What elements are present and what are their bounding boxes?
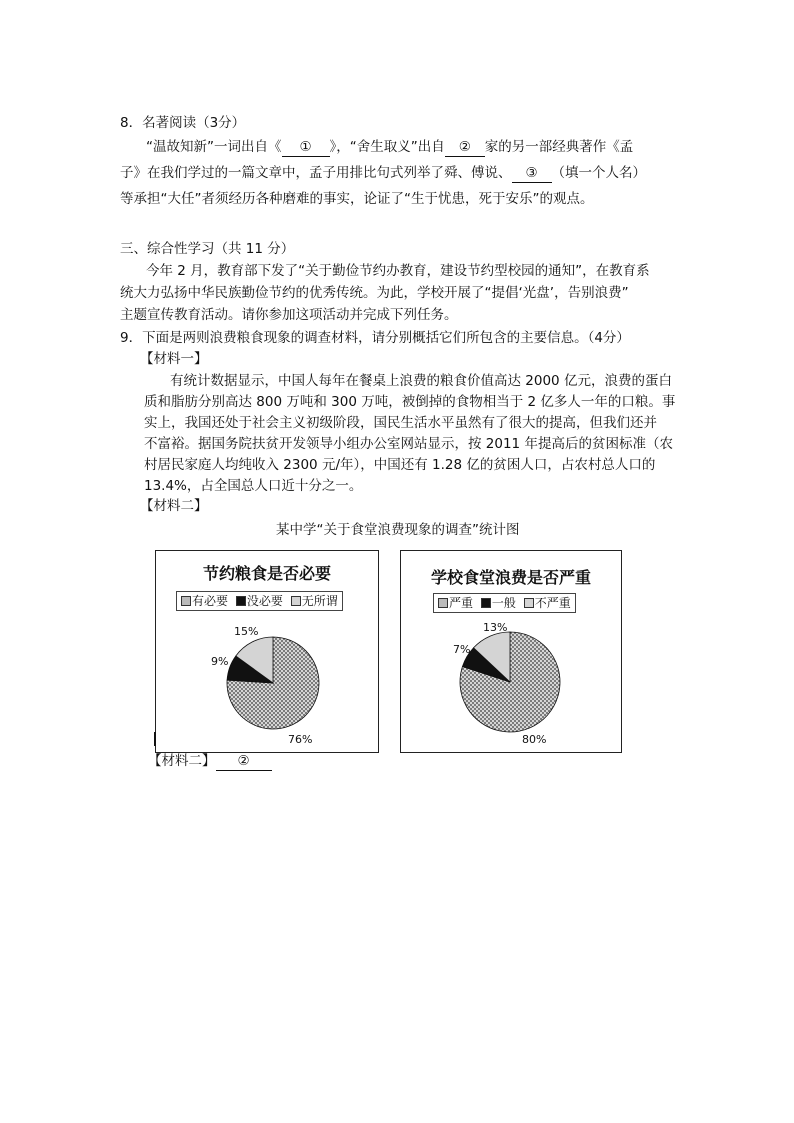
material-2-answer: [148, 752, 272, 771]
divider-mark: [154, 732, 156, 746]
q9-heading: 9．下面是两则浪费粮食现象的调查材料，请分别概括它们所包含的主要信息。（4分）: [120, 330, 630, 346]
q8-line-2: [120, 164, 646, 183]
section-3-p2: 统大力弘扬中华民族勤俭节约的优秀传统。为此，学校开展了“提倡‘光盘’，告别浪费”: [120, 285, 629, 301]
pie-chart-2: [401, 551, 621, 752]
q8-line-1-b: 》，“舍生取义”出自: [329, 139, 445, 155]
q8-heading: 8．名著阅读（3分）: [120, 115, 246, 131]
legend-item-1: 严重: [438, 596, 473, 610]
material-1-line-1: 有统计数据显示，中国人每年在餐桌上浪费的粮食价值高达 2000 亿元，浪费的蛋白: [170, 373, 672, 389]
pie-chart-1: [156, 551, 378, 752]
blank-3: ③: [512, 164, 552, 183]
pie-label-meibiyao: 9%: [211, 655, 229, 668]
section-3-p3: 主题宣传教育活动。请你参加这项活动并完成下列任务。: [120, 307, 458, 323]
q8-line-1-a: “温故知新”一词出自《: [146, 139, 282, 155]
pie-label-youbiyao: 76%: [288, 733, 313, 746]
material-2-label: 【材料二】: [140, 498, 208, 514]
material-1-label: 【材料一】: [140, 351, 208, 367]
chart-waste: [400, 550, 622, 753]
q8-line-2-a: 子》在我们学过的一篇文章中，孟子用排比句式列举了舜、傅说、: [120, 165, 512, 181]
pie-label-yanzhong: 80%: [522, 733, 547, 746]
section-3-heading: 三、综合性学习（共 11 分）: [120, 241, 295, 257]
legend-item-3: 无所谓: [291, 594, 338, 608]
pie-label-yiban: 7%: [453, 643, 471, 656]
material-1-line-3: 实上，我国还处于社会主义初级阶段，国民生活水平虽然有了很大的提高，但我们还并: [144, 415, 657, 431]
chart-title: 学校食堂浪费是否严重: [430, 568, 591, 587]
legend-item-1: 有必要: [181, 594, 228, 608]
chart-title: 节约粮食是否必要: [202, 564, 331, 583]
material-1-line-5: 村居民家庭人均纯收入 2300 元/年），中国还有 1.28 亿的贫困人口，占农村总人口的: [144, 457, 656, 473]
pie-label-wuwei: 15%: [234, 625, 259, 638]
pie-label-buyanzhong: 13%: [483, 621, 508, 634]
legend-item-2: 一般: [481, 596, 516, 610]
material-1-line-4: 不富裕。据国务院扶贫开发领导小组办公室网站显示，按 2011 年提高后的贫困标准（农: [144, 436, 673, 452]
section-3-p1: 今年 2 月，教育部下发了“关于勤俭节约办教育，建设节约型校园的通知”，在教育系: [146, 263, 650, 279]
legend-item-3: 不严重: [524, 596, 571, 610]
blank-material-2: ②: [216, 752, 272, 771]
material-1-line-2: 质和脂肪分别高达 800 万吨和 300 万吨，被倒掉的食物相当于 2 亿多人一年的口粮。事: [144, 394, 676, 410]
material-1-line-6: 13.4%，占全国总人口近十分之一。: [144, 478, 363, 494]
blank-2: ②: [445, 138, 485, 157]
legend-item-2: 没必要: [236, 594, 283, 608]
figure-caption: 某中学“关于食堂浪费现象的调查”统计图: [276, 522, 520, 538]
blank-1: ①: [282, 138, 330, 157]
q8-line-2-b: （填一个人名）: [551, 165, 646, 181]
q8-line-1: [146, 138, 633, 157]
q8-line-3: 等承担“大任”者须经历各种磨难的事实，论证了“生于忧患，死于安乐”的观点。: [120, 191, 594, 207]
material-2-answer-label: 【材料二】: [148, 753, 216, 769]
chart-necessity: [155, 550, 379, 753]
q8-line-1-c: 家的另一部经典著作《孟: [484, 139, 634, 155]
